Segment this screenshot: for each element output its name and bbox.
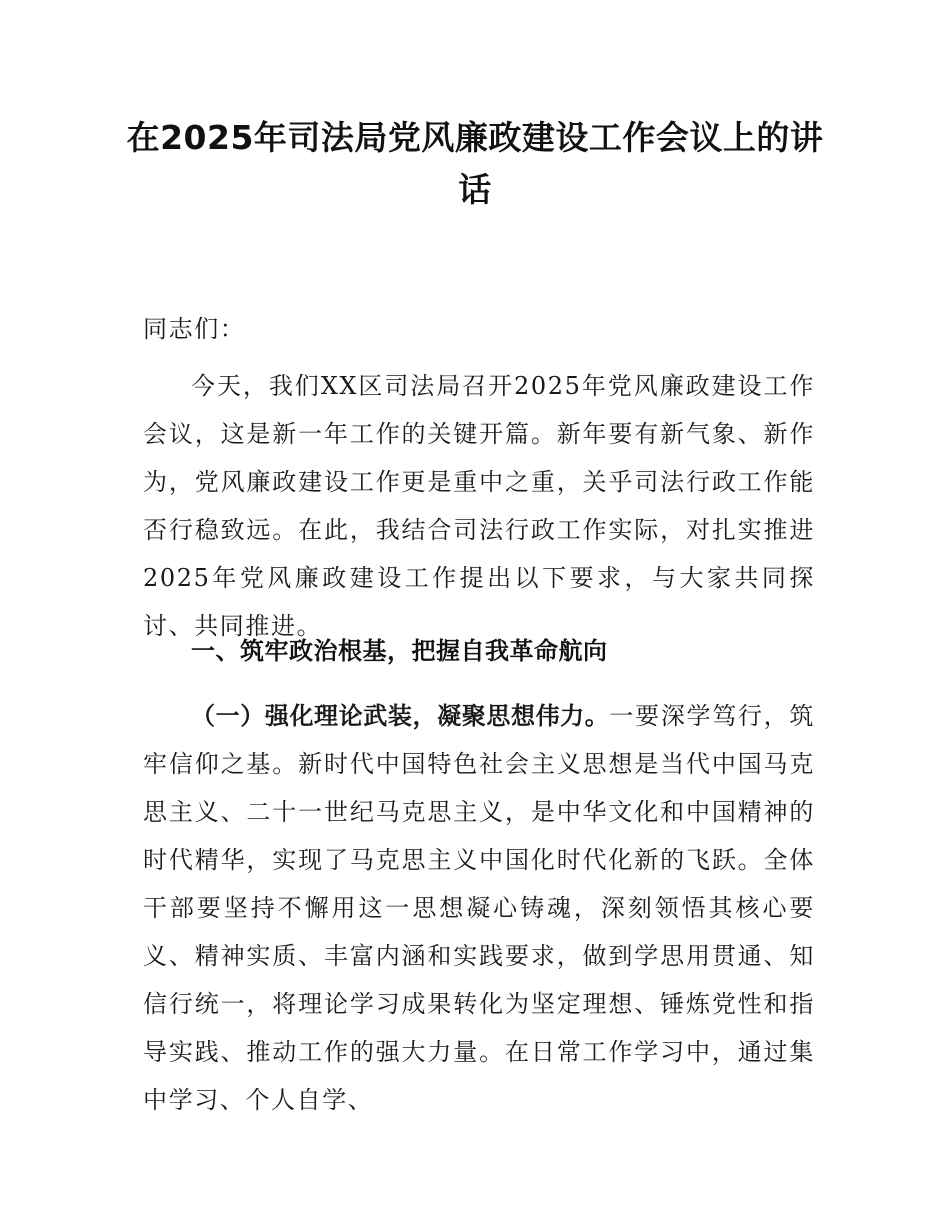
- section-heading-1: 一、筑牢政治根基，把握自我革命航向: [191, 637, 608, 665]
- paragraph-subsection-1: [143, 692, 815, 1124]
- subsection-text-1: 一要深学笃行，筑牢信仰之基。新时代中国特色社会主义思想是当代中国马克思主义、二十一世纪马克思主义，是中华文化和中国精神的时代精华，实现了马克思主义中国化时代化新的飞跃。全体干部要坚持不懈用这一思想凝心铸魂，深刻领悟其核心要义、精神实质、丰富内涵和实践要求，做到学思用贯通、知信行统一，将理论学习成果转化为坚定理想、锤炼党性和指导实践、推动工作的强大力量。在日常工作学习中，通过集中学习、个人自学、: [143, 702, 815, 1114]
- paragraph-intro: 今天，我们XX区司法局召开2025年党风廉政建设工作会议，这是新一年工作的关键开篇。新年要有新气象、新作为，党风廉政建设工作更是重中之重，关乎司法行政工作能否行稳致远。在此，我结合司法行政工作实际，对扎实推进2025年党风廉政建设工作提出以下要求，与大家共同探讨、共同推进。: [143, 372, 815, 640]
- document-title: 在2025年司法局党风廉政建设工作会议上的讲话: [126, 118, 824, 209]
- greeting: 同志们：: [143, 315, 246, 343]
- subsection-heading-1: （一）强化理论武装，凝聚思想伟力。: [191, 702, 610, 730]
